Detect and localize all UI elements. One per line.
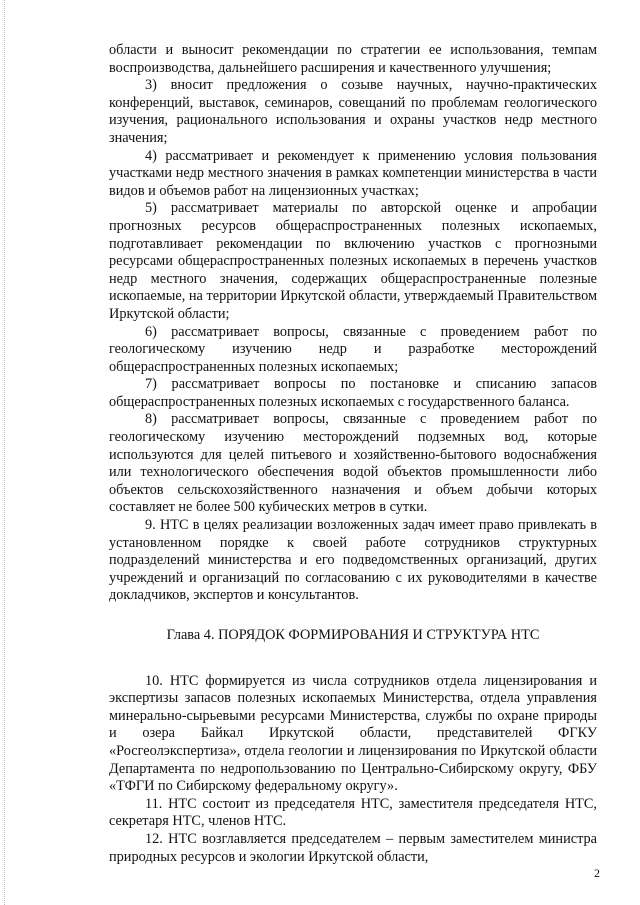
page-number: 2 <box>594 866 600 880</box>
binding-edge <box>4 0 7 905</box>
paragraph: 7) рассматривает вопросы по постановке и списанию запасов общераспространенных полезных ископаемых с государственного баланса. <box>109 376 597 410</box>
section-before-chapter <box>109 42 597 605</box>
paragraph: 4) рассматривает и рекомендует к применению условия пользования участками недр местного значения в рамках компетенции министерства в части видов и объемов работ на лицензионных участках; <box>109 147 597 199</box>
paragraph: 11. НТС состоит из председателя НТС, заместителя председателя НТС, секретаря НТС, членов НТС. <box>109 795 597 830</box>
paragraph: 3) вносит предложения о созыве научных, научно-практических конференций, выставок, семинаров, совещаний по проблемам геологического изучения, рационального использования и охраны участков недр местного значения; <box>109 77 597 146</box>
paragraph: 6) рассматривает вопросы, связанные с проведением работ по геологическому изучению недр и разработке месторождений общераспространенных полезных ископаемых; <box>109 323 597 375</box>
paragraph: области и выносит рекомендации по стратегии ее использования, темпам воспроизводства, дальнейшего расширения и качественного улучшения; <box>109 42 597 76</box>
paragraph: 10. НТС формируется из числа сотрудников отдела лицензирования и экспертизы запасов полезных ископаемых Министерства, отдела управления минерально-сырьевыми ресурсами Министерства, службы по охране природы и озера Байкал Иркутской области, представителей ФГКУ «Росгеолэкспертиза», отдела геологии и лицензирования по Иркутской области Департамента по недропользованию по Центрально-Сибирскому округу, ФБУ «ТФГИ по Сибирскому федеральному округу». <box>109 672 597 795</box>
section-after-chapter <box>109 673 597 867</box>
chapter-heading: Глава 4. ПОРЯДОК ФОРМИРОВАНИЯ И СТРУКТУРА НТС <box>166 627 540 643</box>
document-body <box>109 42 597 866</box>
paragraph: 5) рассматривает материалы по авторской оценке и апробации прогнозных ресурсов общераспространенных полезных ископаемых, подготавливает рекомендации по включению участков с прогнозными ресурсами общераспространенных полезных ископаемых в перечень участков недр местного значения, содержащих общераспространенные полезные ископаемые, на территории Иркутской области, утверждаемый Правительством Иркутской области; <box>109 200 597 322</box>
paragraph: 12. НТС возглавляется председателем – первым заместителем министра природных ресурсов и экологии Иркутской области, <box>109 830 597 865</box>
paragraph: 9. НТС в целях реализации возложенных задач имеет право привлекать в установленном порядке к своей работе сотрудников структурных подразделений министерства и его подведомственных организаций, других учреждений и организаций по согласованию с их руководителями в качестве докладчиков, экспертов и консультантов. <box>109 517 597 604</box>
paragraph: 8) рассматривает вопросы, связанные с проведением работ по геологическому изучению месторождений подземных вод, которые используются для целей питьевого и хозяйственно-бытового водоснабжения или технологического обеспечения водой объектов промышленности либо объектов сельскохозяйственного назначения и объем добычи которых составляет не более 500 кубических метров в сутки. <box>109 411 597 516</box>
